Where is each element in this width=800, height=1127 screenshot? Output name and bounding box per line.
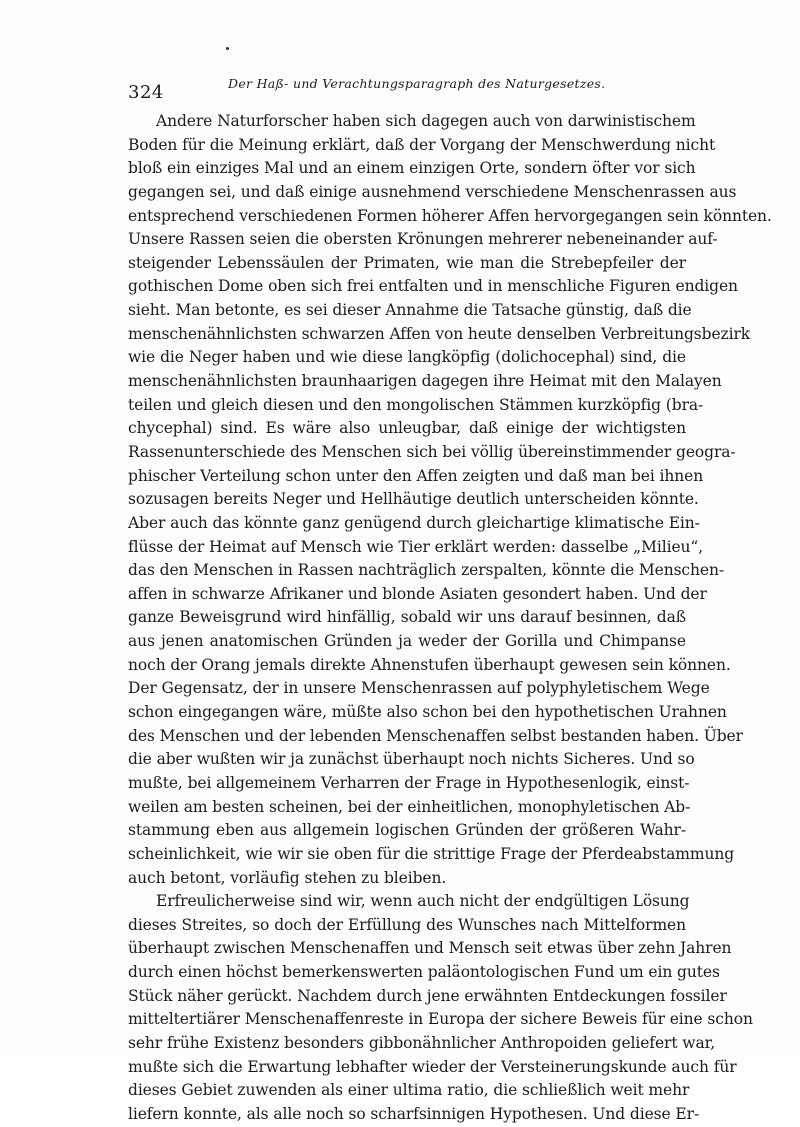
text-line: flüsse der Heimat auf Mensch wie Tier erklärt werden: dasselbe „Milieu“, [128,537,704,556]
text-line: liefern konnte, als alle noch so scharfsinnigen Hypothesen. Und diese Er- [128,1104,700,1123]
text-line: Erfreulicherweise sind wir, wenn auch nicht der endgültigen Lösung [156,892,690,911]
text-line: affen in schwarze Afrikaner und blonde Asiaten gesondert haben. Und der [128,584,707,603]
text-line: die aber wußten wir ja zunächst überhaupt noch nichts Sicheres. Und so [128,750,695,769]
text-line: noch der Orang jemals direkte Ahnenstufen überhaupt gewesen sein können. [128,655,731,674]
text-line: mußte, bei allgemeinem Verharren der Frage in Hypothesenlogik, einst- [128,773,690,792]
text-line: dieses Gebiet zuwenden als einer ultima ratio, die schließlich weit mehr [128,1081,690,1100]
body-text [128,110,772,1127]
text-line: chycephal) sind. Es wäre also unleugbar, daß einige der wichtigsten [128,419,686,438]
text-line: Rassenunterschiede des Menschen sich bei völlig übereinstimmender geogra- [128,442,736,461]
page-number: 324 [128,82,164,103]
text-line: weilen am besten scheinen, bei der einheitlichen, monophyletischen Ab- [128,797,691,816]
text-line: aus jenen anatomischen Gründen ja weder der Gorilla und Chimpanse [128,632,686,651]
text-line: überhaupt zwischen Menschenaffen und Mensch seit etwas über zehn Jahren [128,939,732,958]
text-line: sieht. Man betonte, es sei dieser Annahme die Tatsache günstig, daß die [128,301,692,320]
text-line: dieses Streites, so doch der Erfüllung des Wunsches nach Mittelformen [128,915,686,934]
text-line: auch betont, vorläufig stehen zu bleiben. [128,868,447,887]
text-line: menschenähnlichsten schwarzen Affen von heute denselben Verbreitungsbezirk [128,324,751,343]
text-line: stammung eben aus allgemein logischen Gründen der größeren Wahr- [128,821,686,840]
text-line: sehr frühe Existenz besonders gibbonähnlicher Anthropoiden geliefert war, [128,1033,716,1052]
text-line: menschenähnlichsten braunhaarigen dagegen ihre Heimat mit den Malayen [128,372,722,391]
text-line: steigender Lebenssäulen der Primaten, wie man die Strebepfeiler der [128,253,686,272]
text-line: mußte sich die Erwartung lebhafter wieder der Versteinerungskunde auch für [128,1057,737,1076]
text-line: durch einen höchst bemerkenswerten paläontologischen Fund um ein gutes [128,963,720,982]
text-line: Unsere Rassen seien die obersten Krönungen mehrerer nebeneinander auf- [128,230,718,249]
text-line: Stück näher gerückt. Nachdem durch jene erwähnten Entdeckungen fossiler [128,986,727,1005]
text-line: bloß ein einziges Mal und an einem einzigen Orte, sondern öfter vor sich [128,159,696,178]
page-header [128,72,688,102]
text-line: Der Gegensatz, der in unsere Menschenrassen auf polyphyletischem Wege [128,679,710,698]
text-line: schon eingegangen wäre, müßte also schon bei den hypothetischen Urahnen [128,703,727,722]
text-line: teilen und gleich diesen und den mongolischen Stämmen kurzköpfig (bra- [128,395,704,414]
text-line: sozusagen bereits Neger und Hellhäutige deutlich unterscheiden könnte. [128,490,699,509]
paragraph [128,890,753,1126]
text-line: mitteltertiärer Menschenaffenreste in Europa der sichere Beweis für eine schon [128,1010,753,1029]
text-line: ganze Beweisgrund wird hinfällig, sobald wir uns darauf besinnen, daß [128,608,686,627]
text-line: gegangen sei, und daß einige ausnehmend verschiedene Menschenrassen aus [128,182,737,201]
ink-speck [226,47,229,50]
paragraph [128,110,772,890]
text-line: Boden für die Meinung erklärt, daß der Vorgang der Menschwerdung nicht [128,135,716,154]
text-line: des Menschen und der lebenden Menschenaffen selbst bestanden haben. Über [128,726,743,745]
running-head: Der Haß- und Verachtungsparagraph des Naturgesetzes. [228,76,606,91]
text-line: phischer Verteilung schon unter den Affen zeigten und daß man bei ihnen [128,466,704,485]
text-line: entsprechend verschiedenen Formen höherer Affen hervorgegangen sein könnten. [128,206,772,225]
text-line: wie die Neger haben und wie diese langköpfig (dolichocephal) sind, die [128,348,686,367]
text-line: scheinlichkeit, wie wir sie oben für die strittige Frage der Pferdeabstammung [128,844,735,863]
text-line: das den Menschen in Rassen nachträglich zerspalten, könnte die Menschen- [128,561,724,580]
text-line: gothischen Dome oben sich frei entfalten und in menschliche Figuren endigen [128,277,738,296]
text-line: Aber auch das könnte ganz genügend durch gleichartige klimatische Ein- [128,513,700,532]
text-line: Andere Naturforscher haben sich dagegen auch von darwinistischem [156,112,696,130]
